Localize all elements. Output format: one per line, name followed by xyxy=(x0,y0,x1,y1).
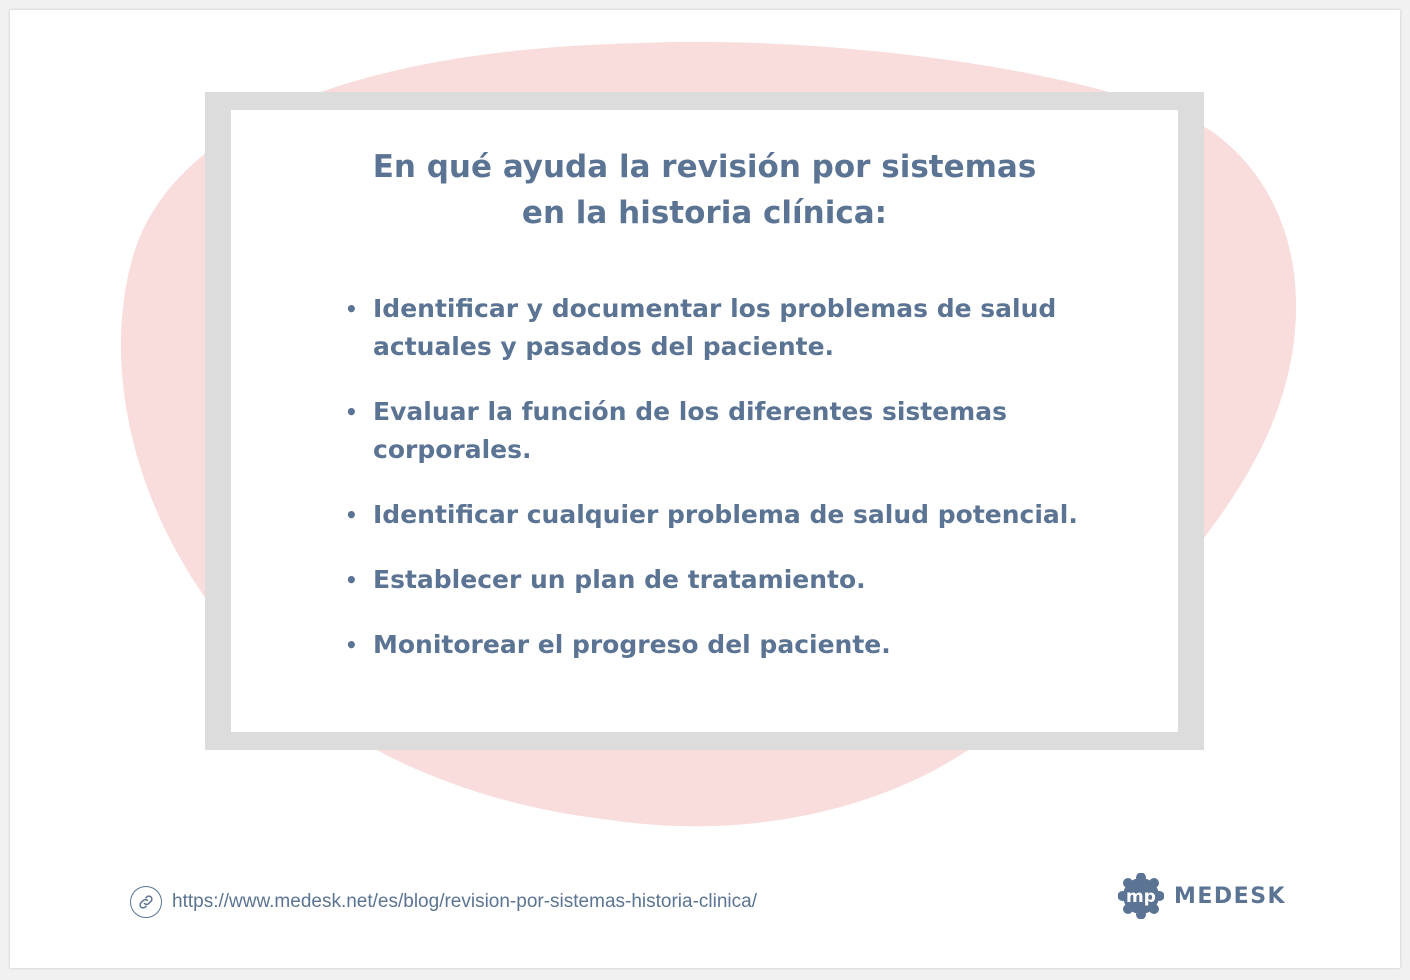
logo-text: MEDESK xyxy=(1174,883,1287,909)
list-item xyxy=(341,393,1101,469)
list-item xyxy=(341,626,1101,664)
source-url[interactable]: https://www.medesk.net/es/blog/revision-por-sistemas-historia-clinica/ xyxy=(172,891,757,912)
bullet-marker: • xyxy=(345,503,358,527)
logo-mark-text: mp xyxy=(1126,887,1156,907)
list-item-text: Evaluar la función de los diferentes sistemas corporales. xyxy=(373,397,1007,464)
list-item-text: Establecer un plan de tratamiento. xyxy=(373,565,866,594)
source-link[interactable] xyxy=(130,885,757,919)
bullet-marker: • xyxy=(345,400,358,424)
card-title-line-2: en la historia clínica: xyxy=(521,195,888,231)
list-item-text: Identificar cualquier problema de salud potencial. xyxy=(373,500,1078,529)
list-item-text: Identificar y documentar los problemas de salud actuales y pasados del paciente. xyxy=(373,294,1057,361)
bullet-marker: • xyxy=(345,568,358,592)
link-icon xyxy=(130,886,162,918)
list-item xyxy=(341,496,1101,534)
medesk-logo xyxy=(1118,872,1286,920)
card-title xyxy=(231,144,1178,236)
bullet-marker: • xyxy=(345,633,358,657)
benefits-list xyxy=(341,290,1101,691)
infographic-sheet xyxy=(10,10,1400,968)
card-title-line-1: En qué ayuda la revisión por sistemas xyxy=(372,149,1037,185)
list-item-text: Monitorear el progreso del paciente. xyxy=(373,630,891,659)
content-card xyxy=(231,110,1178,732)
list-item xyxy=(341,561,1101,599)
list-item xyxy=(341,290,1101,366)
bullet-marker: • xyxy=(345,297,358,321)
card-frame xyxy=(205,92,1204,750)
medesk-logo-icon xyxy=(1118,873,1164,919)
